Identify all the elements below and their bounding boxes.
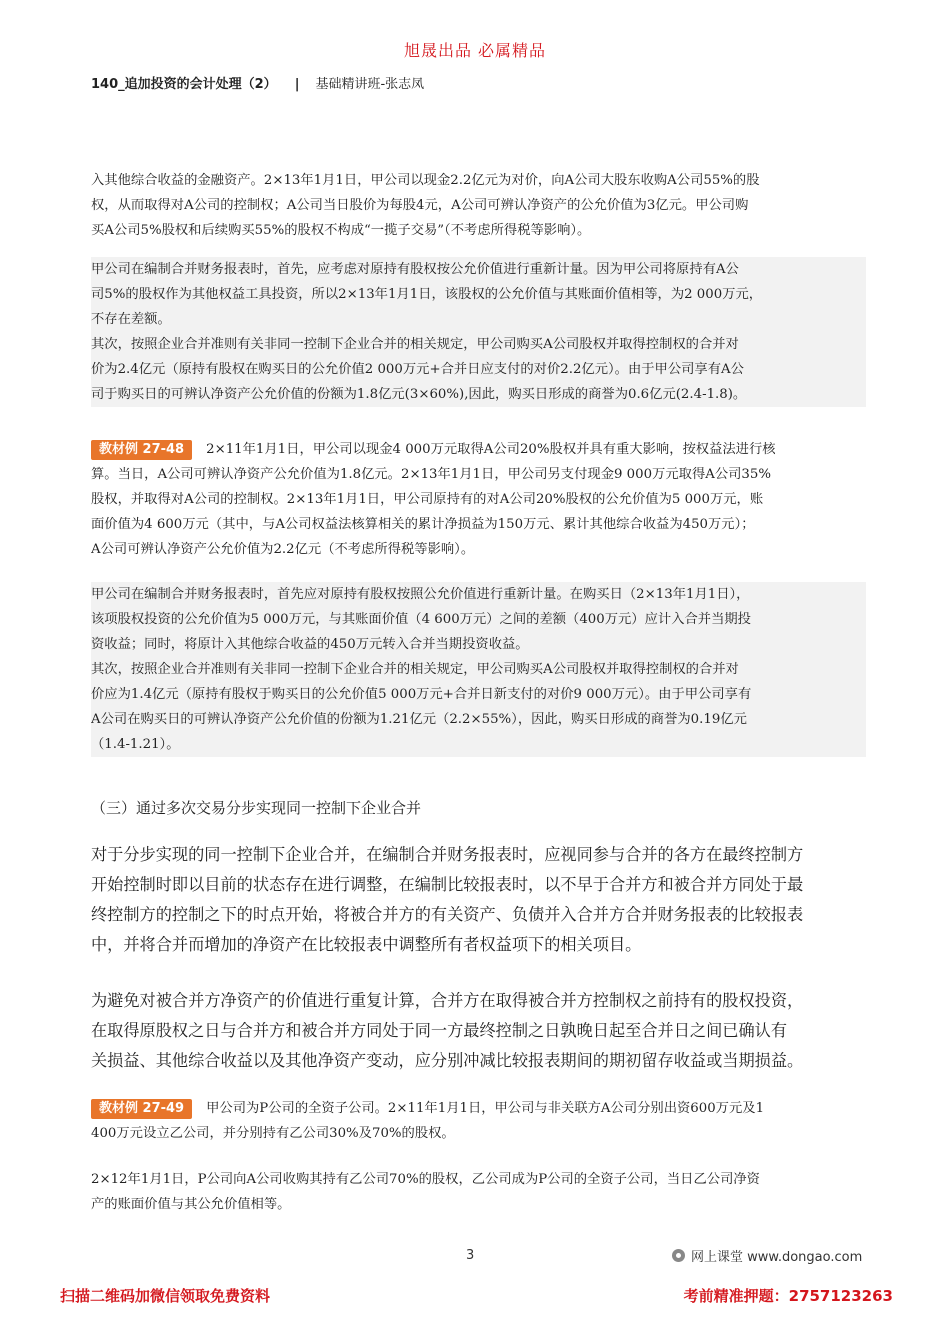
text-line: 其次，按照企业合并准则有关非同一控制下企业合并的相关规定，甲公司购买A公司股权并取得控制权的合并对 <box>91 662 739 677</box>
text-line: 股权，并取得对A公司的控制权。2×13年1月1日，甲公司原持有的对A公司20%股权的公允价值为5 000万元，账 <box>91 492 764 507</box>
text-line: 其次，按照企业合并准则有关非同一控制下企业合并的相关规定，甲公司购买A公司股权并取得控制权的合并对 <box>91 337 739 352</box>
answer-block-1 <box>91 257 866 407</box>
section-title: （三）通过多次交易分步实现同一控制下企业合并 <box>91 799 422 817</box>
top-banner: 旭晟出品 必属精品 <box>403 41 547 60</box>
footer-left-promo: 扫描二维码加微信领取免费资料 <box>60 1287 271 1305</box>
header-title: 140_追加投资的会计处理（2） <box>91 77 277 92</box>
body-paragraph-2 <box>91 986 866 1076</box>
text-line: 价应为1.4亿元（原持有股权于购买日的公允价值5 000万元+合并日新支付的对价9 000万元）。由于甲公司享有 <box>91 687 752 702</box>
text-line: 该项股权投资的公允价值为5 000万元，与其账面价值（4 600万元）之间的差额（400万元）应计入合并当期投 <box>91 612 751 627</box>
text-line: 对于分步实现的同一控制下企业合并，在编制合并财务报表时，应视同参与合并的各方在最终控制方 <box>91 845 804 864</box>
text-line: 中，并将合并而增加的净资产在比较报表中调整所有者权益项下的相关项目。 <box>91 935 642 954</box>
header-separator: | <box>294 77 300 92</box>
text-line: 开始控制时即以目前的状态存在进行调整，在编制比较报表时，以不早于合并方和被合并方同处于最 <box>91 875 804 894</box>
text-line: A公司可辨认净资产公允价值为2.2亿元（不考虑所得税等影响）。 <box>91 542 475 557</box>
example-first-line: 2×11年1月1日，甲公司以现金4 000万元取得A公司20%股权并具有重大影响，按权益法进行核 <box>206 442 776 457</box>
text-line: 面价值为4 600万元（其中，与A公司权益法核算相关的累计净损益为150万元、累计其他综合收益为450万元）； <box>91 517 755 532</box>
answer-block-2 <box>91 582 866 757</box>
brand-logo-icon <box>672 1249 685 1262</box>
text-line: 400万元设立乙公司，并分别持有乙公司30%及70%的股权。 <box>91 1126 455 1141</box>
document-header <box>91 73 424 92</box>
header-course: 基础精讲班-张志凤 <box>315 77 425 92</box>
text-line: 入其他综合收益的金融资产。2×13年1月1日，甲公司以现金2.2亿元为对价，向A公司大股东收购A公司55%的股 <box>91 173 760 188</box>
page-number: 3 <box>466 1248 475 1263</box>
example-badge: 教材例 27-49 <box>91 1099 192 1119</box>
text-line: 为避免对被合并方净资产的价值进行重复计算，合并方在取得被合并方控制权之前持有的股权投资， <box>91 991 804 1010</box>
text-line: 2×12年1月1日，P公司向A公司收购其持有乙公司70%的股权，乙公司成为P公司的全资子公司，当日乙公司净资 <box>91 1172 760 1187</box>
example-badge: 教材例 27-48 <box>91 440 192 460</box>
body-paragraph-1 <box>91 840 866 960</box>
text-line: 在取得原股权之日与合并方和被合并方同处于同一方最终控制之日孰晚日起至合并日之间已确认有 <box>91 1021 788 1040</box>
text-line: 资收益；同时，将原计入其他综合收益的450万元转入合并当期投资收益。 <box>91 637 529 652</box>
text-line: A公司在购买日的可辨认净资产公允价值的份额为1.21亿元（2.2×55%），因此，购买日形成的商誉为0.19亿元 <box>91 712 747 727</box>
text-line: 司于购买日的可辨认净资产公允价值的份额为1.8亿元(3×60%),因此，购买日形成的商誉为0.6亿元(2.4-1.8)。 <box>91 387 747 402</box>
site-text: 网上课堂 www.dongao.com <box>691 1250 863 1265</box>
site-brand <box>672 1246 862 1265</box>
paragraph-intro <box>91 168 866 243</box>
text-line: 权，从而取得对A公司的控制权；A公司当日股价为每股4元，A公司可辨认净资产的公允价值为3亿元。甲公司购 <box>91 198 749 213</box>
text-line <box>91 1096 866 1121</box>
example-27-48 <box>91 437 866 562</box>
text-line: 终控制方的控制之下的时点开始，将被合并方的有关资产、负债并入合并方合并财务报表的比较报表 <box>91 905 804 924</box>
text-line: 甲公司在编制合并财务报表时，首先，应考虑对原持有股权按公允价值进行重新计量。因为甲公司将原持有A公 <box>91 262 739 277</box>
text-line: 价为2.4亿元（原持有股权在购买日的公允价值2 000万元+合并日应支付的对价2.2亿元）。由于甲公司享有A公 <box>91 362 744 377</box>
footer-right-promo: 考前精准押题：2757123263 <box>683 1287 893 1305</box>
text-line: （1.4-1.21）。 <box>91 737 180 752</box>
example-first-line: 甲公司为P公司的全资子公司。2×11年1月1日，甲公司与非关联方A公司分别出资600万元及1 <box>206 1101 765 1116</box>
text-line: 甲公司在编制合并财务报表时，首先应对原持有股权按照公允价值进行重新计量。在购买日（2×13年1月1日）， <box>91 587 750 602</box>
text-line <box>91 437 866 462</box>
text-line: 买A公司5%股权和后续购买55%的股权不构成“一揽子交易”（不考虑所得税等影响）。 <box>91 223 591 238</box>
text-line: 不存在差额。 <box>91 312 171 327</box>
text-line: 司5%的股权作为其他权益工具投资，所以2×13年1月1日，该股权的公允价值与其账面价值相等，为2 000万元， <box>91 287 763 302</box>
text-line: 算。当日，A公司可辨认净资产公允价值为1.8亿元。2×13年1月1日，甲公司另支付现金9 000万元取得A公司35% <box>91 467 771 482</box>
paragraph-closing <box>91 1167 866 1217</box>
example-27-49 <box>91 1096 866 1146</box>
text-line: 产的账面价值与其公允价值相等。 <box>91 1197 291 1212</box>
text-line: 关损益、其他综合收益以及其他净资产变动，应分别冲减比较报表期间的期初留存收益或当期损益。 <box>91 1051 804 1070</box>
